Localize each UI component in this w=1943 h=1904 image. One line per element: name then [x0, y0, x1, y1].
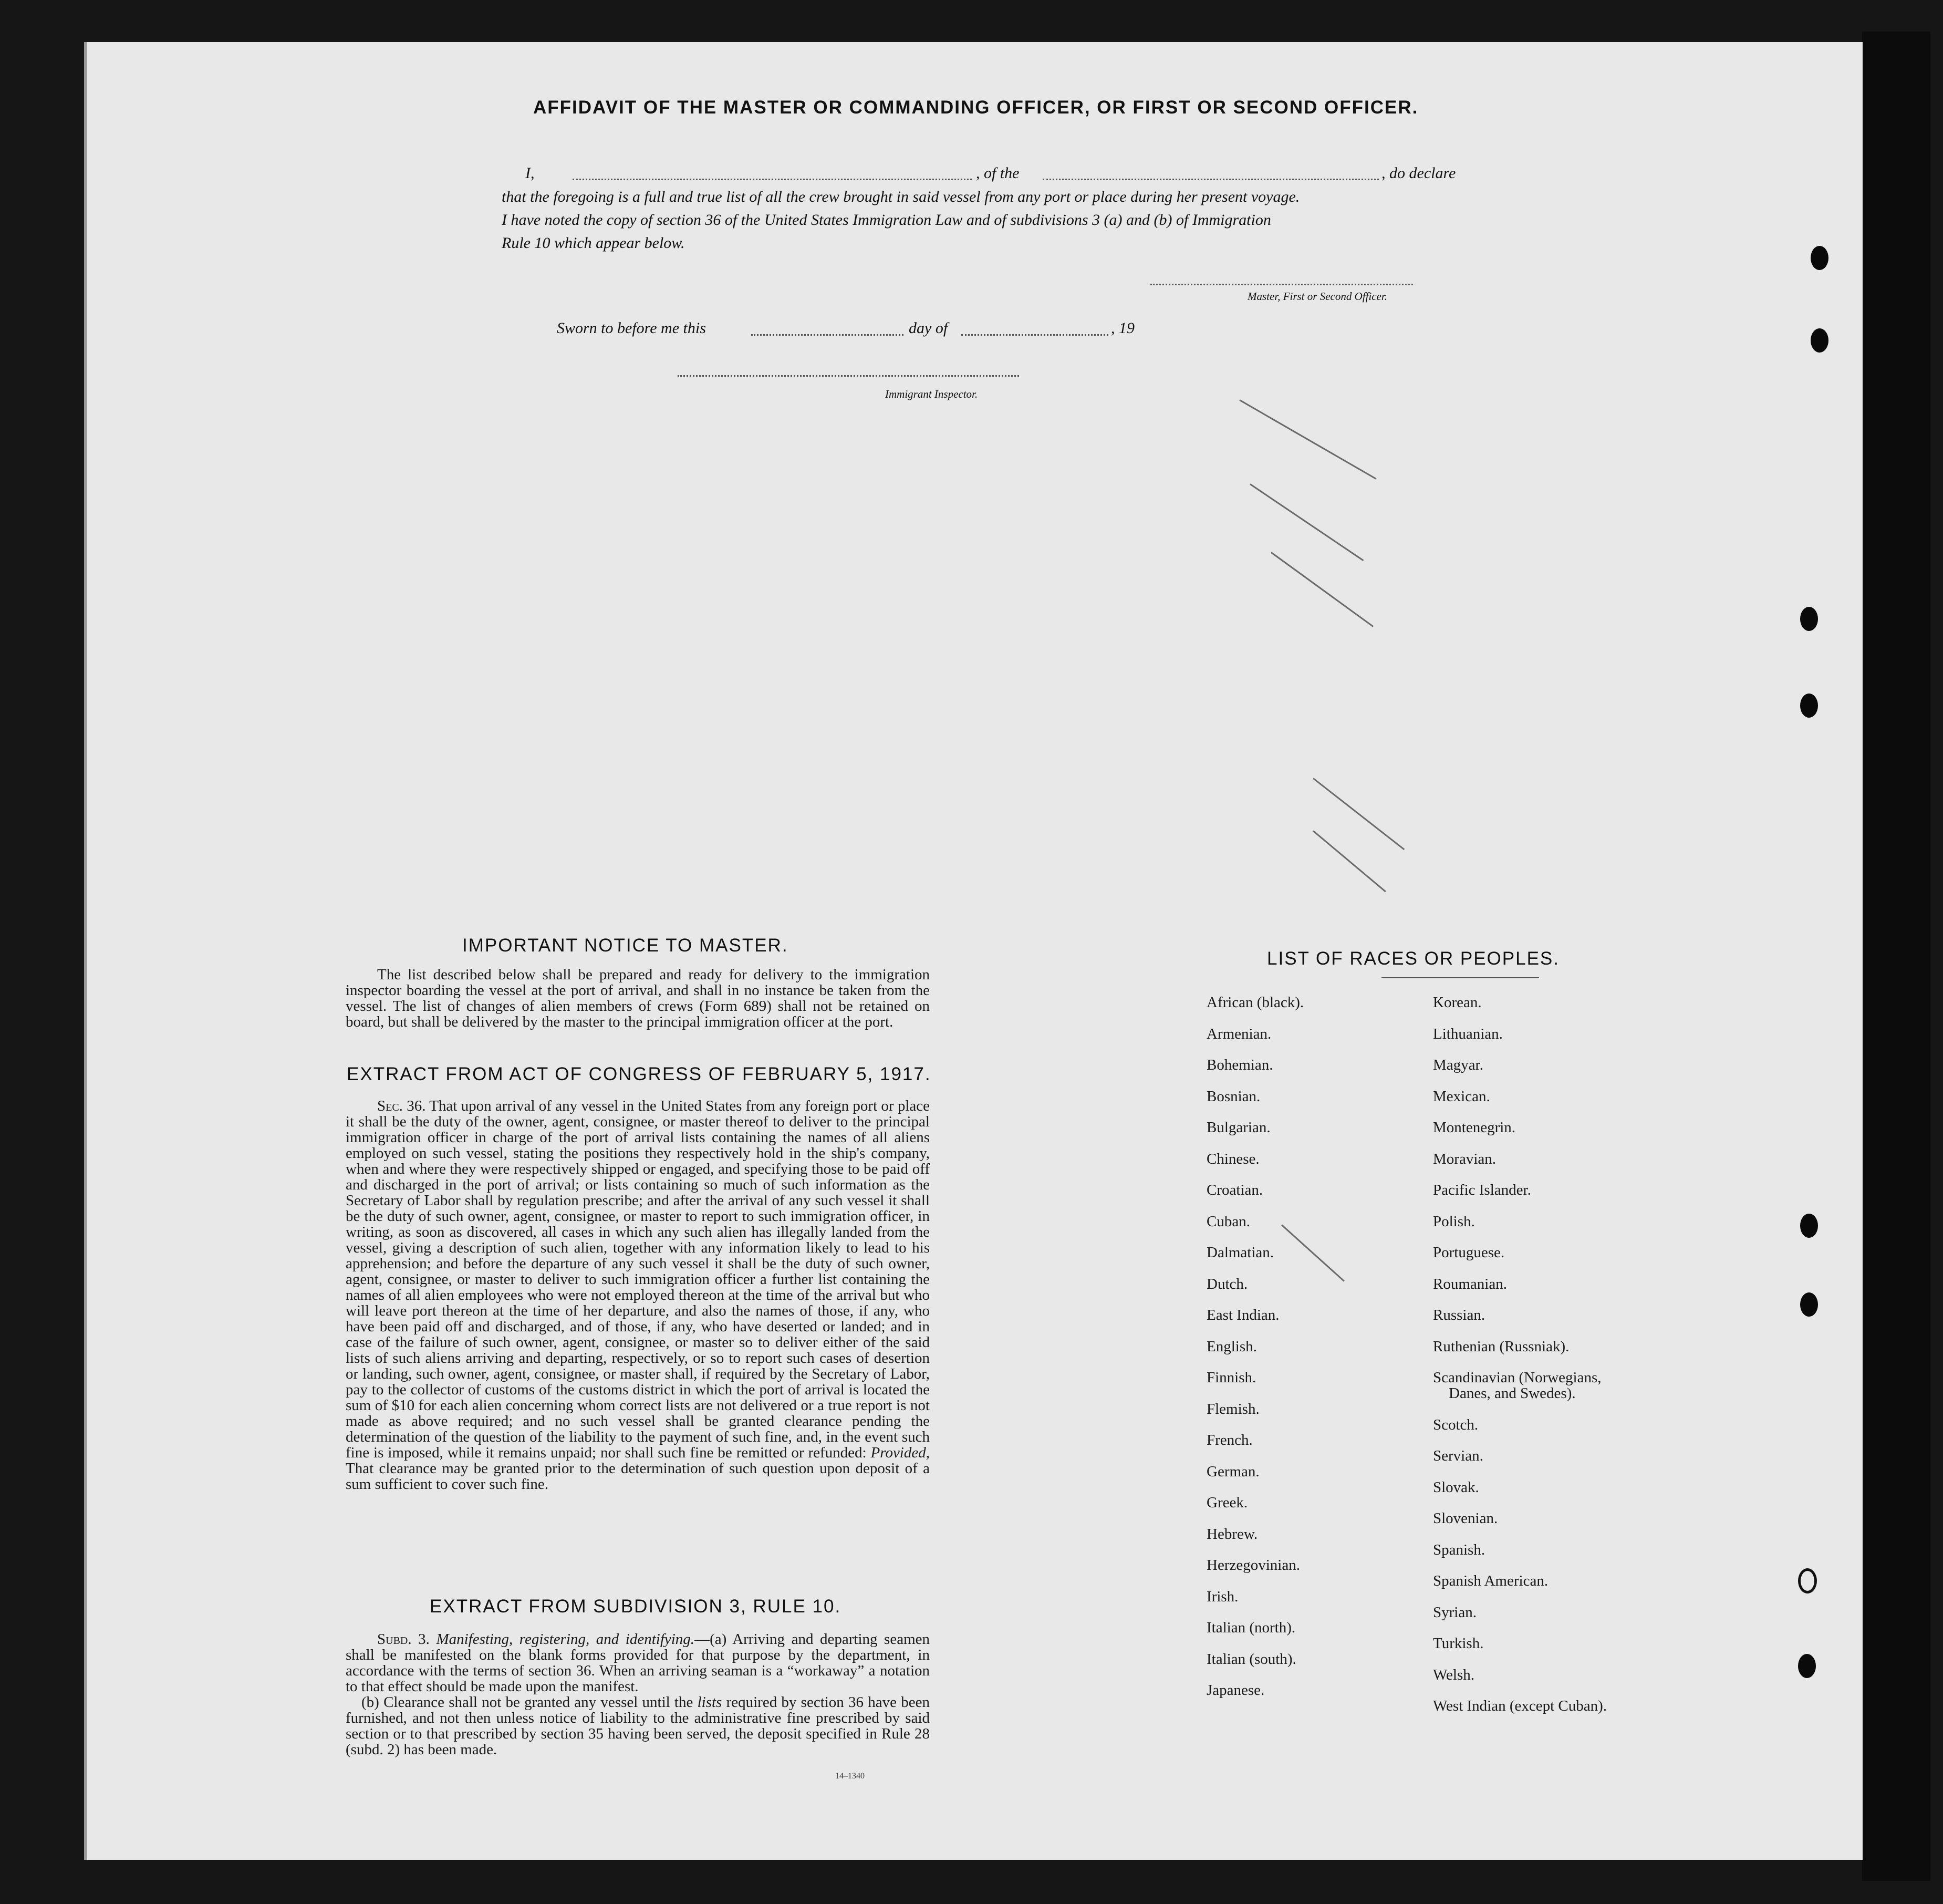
race-item: Spanish American. [1433, 1572, 1549, 1589]
race-item: Portuguese. [1433, 1244, 1505, 1261]
race-item: Danes, and Swedes). [1449, 1385, 1576, 1402]
race-item: Slovak. [1433, 1478, 1479, 1496]
rule-text-block [346, 1631, 930, 1757]
rule-b-lists: lists [697, 1694, 722, 1711]
race-item: Servian. [1433, 1447, 1483, 1464]
race-item: Chinese. [1207, 1150, 1260, 1167]
rule-subd-heading: Manifesting, registering, and identifying. [436, 1631, 695, 1648]
race-item: Dutch. [1207, 1275, 1248, 1292]
inspector-signature-blank[interactable] [678, 375, 1019, 377]
affidavit-i: I, [525, 164, 535, 182]
act-text: That upon arrival of any vessel in the United States from any foreign port or place it shall be the duty of the owner, agent, consignee, or master thereof to deliver to the principal immigration officer in charge of the port of arrival lists containing the names of all aliens employed on such vessel, stating the positions they respectively hold in the ship's company, when and where they were respectively shipped or engaged, and specifying those to be paid off and discharged in the port of arrival; or lists containing so much of such information as the Secretary of Labor shall by regulation prescribe; and after the arrival of any such vessel it shall be the duty of such owner, agent, consignee, or master to report to such immigration officer, in writing, as soon as discovered, all cases in which any such alien has illegally landed from the vessel, giving a description of such alien, together with any information likely to lead to his apprehension; and before the departure of any such vessel it shall be the duty of such owner, agent, consignee, or master to deliver to such immigration officer a further list containing the names of all alien employees who were not employed thereon at the time of the arrival but who will leave port thereon at the time of her departure, and also the names of those, if any, who have been paid off and discharged, and of those, if any, who have deserted or landed; and in case of the failure of such owner, agent, consignee, or master so to deliver either of the said lists of such aliens arriving and departing, respectively, or so to report such cases of desertion or landing, such owner, agent, consignee, or master shall, if required by the Secretary of Labor, pay to the collector of customs of the customs district in which the port of arrival is located the sum of $10 for each alien concerning whom correct lists are not delivered or a true report is not made as above required; and no such vessel shall be granted clearance pending the determination of the question of the liability to the payment of such fine, and, in the event such fine is imposed, while it remains unpaid; nor shall such fine be remitted or refunded: [346, 1098, 930, 1461]
race-item: Hebrew. [1207, 1525, 1258, 1543]
race-item: Cuban. [1207, 1213, 1250, 1230]
form-number: 14–1340 [835, 1772, 865, 1781]
race-item: Scotch. [1433, 1416, 1479, 1433]
binder-hole [1811, 246, 1828, 270]
manifest-page [84, 42, 1863, 1860]
notice-title: IMPORTANT NOTICE TO MASTER. [462, 935, 788, 956]
affidavit-line-2: that the foregoing is a full and true list of all the crew brought in said vessel from any port or place during her present voyage. [502, 188, 1300, 205]
race-item: Korean. [1433, 994, 1482, 1011]
race-item: Magyar. [1433, 1057, 1483, 1073]
affidavit-line-4: Rule 10 which appear below. [502, 234, 685, 252]
race-item: Ruthenian (Russniak). [1433, 1338, 1570, 1355]
day-of-text: day of [909, 319, 948, 337]
race-item: Bosnian. [1207, 1088, 1261, 1105]
affidavit-of-the: , of the [976, 164, 1020, 182]
rule-b-label: (b) [361, 1694, 379, 1711]
inspector-caption: Immigrant Inspector. [885, 388, 978, 400]
act-title: EXTRACT FROM ACT OF CONGRESS OF FEBRUARY 5, 1917. [347, 1064, 931, 1084]
race-item: Syrian. [1433, 1603, 1477, 1621]
race-item: English. [1207, 1338, 1257, 1355]
sworn-text: Sworn to before me this [557, 319, 706, 337]
binder-hole [1800, 1214, 1818, 1238]
binder-hole [1800, 607, 1818, 631]
race-item: Herzegovinian. [1207, 1557, 1300, 1574]
race-item: Dalmatian. [1207, 1244, 1274, 1261]
race-item: Pacific Islander. [1433, 1182, 1531, 1198]
affidavit-title: AFFIDAVIT OF THE MASTER OR COMMANDING OFFICER, OR FIRST OR SECOND OFFICER. [533, 97, 1419, 118]
races-title: LIST OF RACES OR PEOPLES. [1267, 948, 1560, 969]
name-blank[interactable] [573, 179, 972, 180]
notice-text: The list described below shall be prepared and ready for delivery to the immigration inspector boarding the vessel at the port of arrival, and shall in no instance be taken from the vessel. The list of changes of alien members of crews (Form 689) shall not be retained on board, but shall be delivered by the master to the principal immigration officer at the port. [346, 966, 930, 1030]
race-item: Scandinavian (Norwegians, [1433, 1369, 1602, 1386]
race-item: Roumanian. [1433, 1275, 1507, 1292]
race-item: Mexican. [1433, 1088, 1490, 1105]
rule-a-text: Arriving and departing seamen shall be manifested on the blank forms provided for that purpose by the department, in accordance with the terms of section 36. When an arriving seaman is a “workaway” a notation to that effect should be made upon the manifest. [346, 1631, 930, 1695]
race-item: Croatian. [1207, 1182, 1263, 1198]
races-title-rule [1381, 977, 1539, 978]
race-item: Finnish. [1207, 1369, 1256, 1386]
binder-edge [1862, 32, 1930, 1881]
race-item: Irish. [1207, 1588, 1239, 1605]
rule-a-label: —(a) [694, 1631, 727, 1648]
race-item: Armenian. [1207, 1025, 1272, 1042]
race-item: Spanish. [1433, 1541, 1485, 1558]
race-item: Italian (north). [1207, 1619, 1296, 1636]
binder-hole [1811, 328, 1828, 353]
year-text: , 19 [1111, 319, 1135, 337]
act-provided: Provided, [870, 1444, 930, 1461]
race-item: Bohemian. [1207, 1057, 1273, 1073]
race-item: African (black). [1207, 994, 1304, 1011]
affidavit-declare: , do declare [1381, 164, 1456, 182]
race-item: Bulgarian. [1207, 1119, 1271, 1136]
binder-hole [1798, 1654, 1816, 1678]
master-signature-blank[interactable] [1150, 284, 1413, 285]
race-item: Montenegrin. [1433, 1119, 1516, 1136]
affidavit-line-3: I have noted the copy of section 36 of the United States Immigration Law and of subdivisions 3 (a) and (b) of Immigration [502, 211, 1271, 229]
race-item: German. [1207, 1463, 1260, 1480]
race-item: Japanese. [1207, 1682, 1265, 1699]
race-item: Welsh. [1433, 1666, 1475, 1683]
race-item: Italian (south). [1207, 1650, 1296, 1668]
act-section-label: Sec. 36. [377, 1098, 426, 1114]
rule-subd-label: Subd. 3. [377, 1631, 430, 1648]
race-item: Flemish. [1207, 1400, 1260, 1417]
rule-b-text-1: Clearance shall not be granted any vessel until the [383, 1694, 693, 1711]
rule-b-text-2: required by section 36 have been furnished, and not then unless notice of liability to the administrative fine prescribed by said section or to that prescribed by section 35 having been served, the deposit specified in Rule 28 (subd. 2) has been made. [346, 1694, 930, 1758]
master-caption: Master, First or Second Officer. [1248, 290, 1387, 303]
race-item: Turkish. [1433, 1635, 1484, 1652]
race-item: French. [1207, 1432, 1253, 1448]
race-item: Greek. [1207, 1494, 1248, 1511]
race-item: Moravian. [1433, 1150, 1496, 1167]
race-item: East Indian. [1207, 1307, 1280, 1323]
race-item: Russian. [1433, 1307, 1485, 1323]
race-item: Lithuanian. [1433, 1025, 1503, 1042]
race-item: West Indian (except Cuban). [1433, 1698, 1607, 1714]
race-item: Polish. [1433, 1213, 1475, 1230]
sworn-month-blank[interactable] [961, 334, 1108, 336]
act-text-block [346, 1098, 930, 1492]
race-item: Slovenian. [1433, 1510, 1498, 1527]
binder-hole [1800, 1292, 1818, 1317]
vessel-blank[interactable] [1043, 179, 1379, 180]
act-text-end: That clearance may be granted prior to the determination of such question upon deposit of a sum sufficient to cover such fine. [346, 1460, 930, 1493]
sworn-day-blank[interactable] [751, 334, 903, 336]
binder-hole [1800, 694, 1818, 718]
rule-title: EXTRACT FROM SUBDIVISION 3, RULE 10. [430, 1596, 841, 1617]
binder-hole [1798, 1568, 1817, 1593]
